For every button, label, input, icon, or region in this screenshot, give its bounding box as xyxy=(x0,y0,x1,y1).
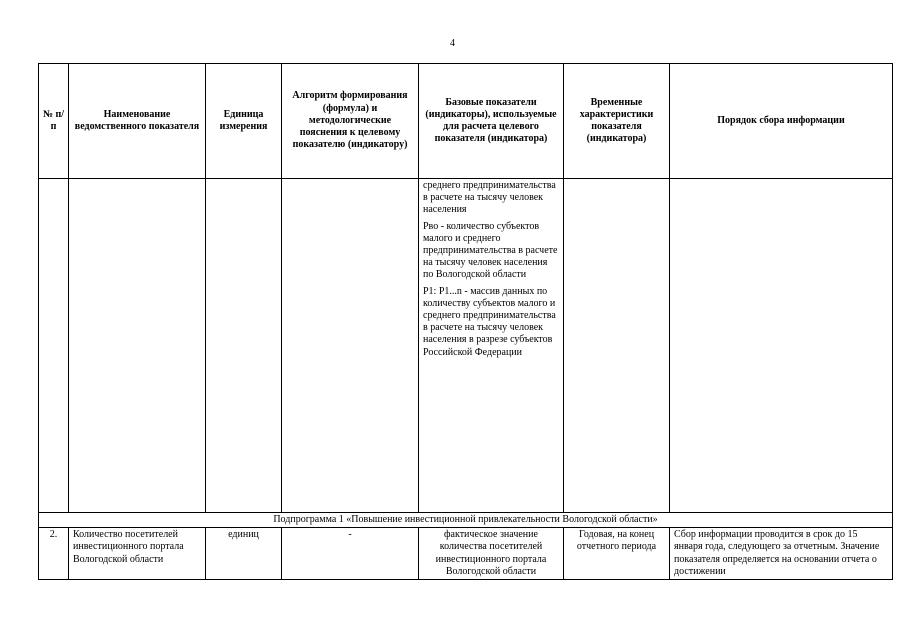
header-base: Базовые показатели (индикаторы), используемые для расчета целевого показателя (индикатора) xyxy=(419,64,564,179)
row-order: Сбор информации проводится в срок до 15 января года, следующего за отчетным. Значение показателя определяется на основании отчета о достижении xyxy=(670,528,893,580)
header-row xyxy=(39,64,893,179)
continuation-row xyxy=(39,179,893,513)
cont-name-cell xyxy=(69,179,206,513)
header-unit: Единица измерения xyxy=(206,64,282,179)
base-paragraph: Рво - количество субъектов малого и среднего предпринимательства в расчете на тысячу человек населения по Вологодской области xyxy=(423,220,558,281)
cont-algorithm-cell xyxy=(282,179,419,513)
base-paragraph: Р1: Р1...n - массив данных по количеству субъектов малого и среднего предпринимательства в расчете на тысячу человек населения в разрезе субъектов Российской Федерации xyxy=(423,285,556,358)
row-time: Годовая, на конец отчетного периода xyxy=(564,528,670,580)
cont-time-cell xyxy=(564,179,670,513)
base-paragraph: среднего предпринимательства в расчете на тысячу человек населения xyxy=(423,180,556,216)
row-algorithm: - xyxy=(282,528,419,580)
subprogram-row xyxy=(39,513,893,528)
row-name: Количество посетителей инвестиционного портала Вологодской области xyxy=(69,528,206,580)
cont-order-cell xyxy=(670,179,893,513)
header-time: Временные характеристики показателя (индикатора) xyxy=(564,64,670,179)
header-order: Порядок сбора информации xyxy=(670,64,893,179)
table-row xyxy=(39,528,893,580)
cont-num-cell xyxy=(39,179,69,513)
subprogram-title: Подпрограмма 1 «Повышение инвестиционной привлекательности Вологодской области» xyxy=(39,513,893,528)
cont-base-cell xyxy=(419,179,564,513)
page-number: 4 xyxy=(450,38,455,49)
row-base: фактическое значение количества посетителей инвестиционного портала Вологодской области xyxy=(419,528,564,580)
header-num: № п/п xyxy=(39,64,69,179)
indicator-table xyxy=(38,63,893,580)
cont-unit-cell xyxy=(206,179,282,513)
header-name: Наименование ведомственного показателя xyxy=(69,64,206,179)
header-algorithm: Алгоритм формирования (формула) и методологические пояснения к целевому показателю (индикатору) xyxy=(282,64,419,179)
row-num: 2. xyxy=(39,528,69,580)
row-unit: единиц xyxy=(206,528,282,580)
